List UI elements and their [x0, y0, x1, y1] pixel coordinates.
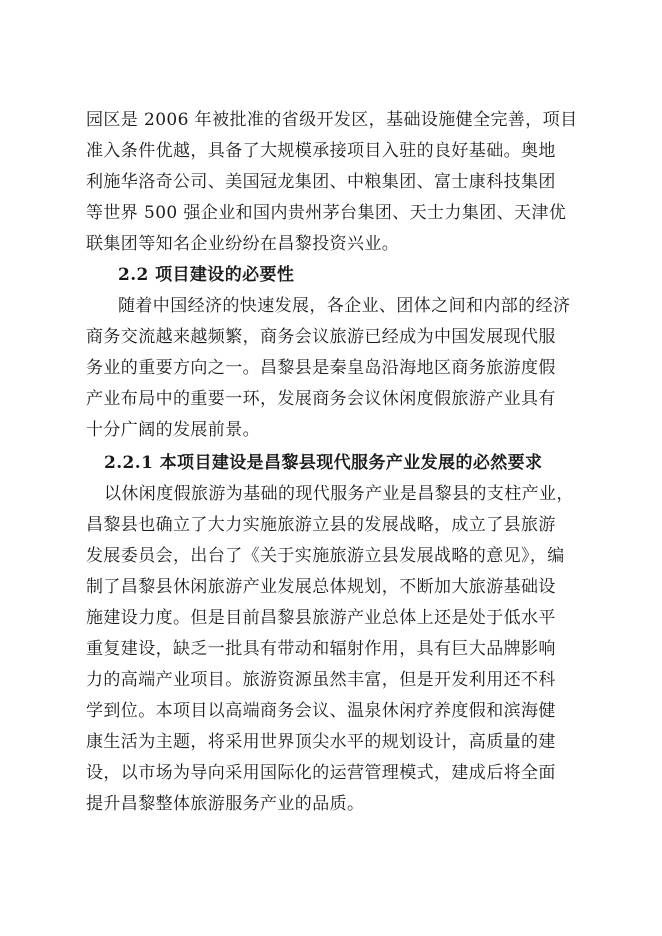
section-2-2-1-heading: 2.2.1 本项目建设是昌黎县现代服务产业发展的必然要求 [104, 453, 543, 473]
paragraph-1-line-1: 园区是 2006 年被批准的省级开发区，基础设施健全完善，项目 [86, 110, 578, 130]
paragraph-3-line-8: 学到位。本项目以高端商务会议、温泉休闲疗养度假和滨海健 [86, 701, 556, 721]
paragraph-3-line-9: 康生活为主题，将采用世界顶尖水平的规划设计，高质量的建 [86, 732, 556, 752]
paragraph-1-line-2: 准入条件优越，具备了大规模承接项目入驻的良好基础。奥地 [86, 141, 556, 161]
paragraph-1-line-3: 利施华洛奇公司、美国冠龙集团、中粮集团、富士康科技集团 [86, 172, 556, 192]
paragraph-3-line-4: 制了昌黎县休闲旅游产业发展总体规划，不断加大旅游基础设 [86, 577, 556, 597]
paragraph-2-line-3: 务业的重要方向之一。昌黎县是秦皇岛沿海地区商务旅游度假 [86, 358, 556, 378]
paragraph-3-line-6: 重复建设，缺乏一批具有带动和辐射作用，具有巨大品牌影响 [86, 639, 556, 659]
paragraph-2-line-1: 随着中国经济的快速发展，各企业、团体之间和内部的经济 [118, 296, 571, 316]
paragraph-2-line-4: 产业布局中的重要一环，发展商务会议休闲度假旅游产业具有 [86, 389, 556, 409]
paragraph-3-line-2: 昌黎县也确立了大力实施旅游立县的发展战略，成立了县旅游 [86, 515, 556, 535]
section-2-2-heading: 2.2 项目建设的必要性 [118, 265, 295, 285]
paragraph-3-line-11: 提升昌黎整体旅游服务产业的品质。 [86, 794, 365, 814]
paragraph-3-line-1: 以休闲度假旅游为基础的现代服务产业是昌黎县的支柱产业， [104, 484, 574, 504]
paragraph-1-line-4: 等世界 500 强企业和国内贵州茅台集团、天士力集团、天津优 [86, 203, 567, 223]
paragraph-3-line-7: 力的高端产业项目。旅游资源虽然丰富，但是开发利用还不科 [86, 670, 556, 690]
paragraph-3-line-10: 设，以市场为导向采用国际化的运营管理模式，建成后将全面 [86, 763, 556, 783]
paragraph-3-line-3: 发展委员会，出台了《关于实施旅游立县发展战略的意见》，编 [86, 546, 565, 566]
paragraph-2-line-5: 十分广阔的发展前景。 [86, 420, 260, 440]
paragraph-3-line-5: 施建设力度。但是目前昌黎县旅游产业总体上还是处于低水平 [86, 608, 556, 628]
paragraph-1-line-5: 联集团等知名企业纷纷在昌黎投资兴业。 [86, 234, 400, 254]
paragraph-2-line-2: 商务交流越来越频繁，商务会议旅游已经成为中国发展现代服 [86, 327, 556, 347]
